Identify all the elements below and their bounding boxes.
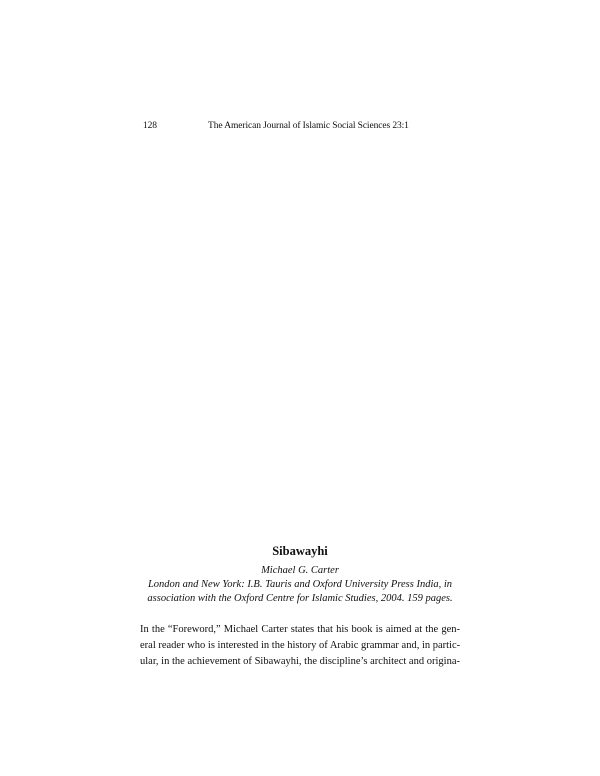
journal-title: The American Journal of Islamic Social Sciences 23:1: [208, 121, 409, 131]
page-number: 128: [143, 121, 157, 131]
publisher-line-1: London and New York: I.B. Tauris and Oxford University Press India, in: [147, 579, 453, 590]
review-body: [140, 622, 460, 670]
body-line: In the “Foreword,” Michael Carter states that his book is aimed at the gen-: [140, 624, 460, 635]
publisher-line-2: association with the Oxford Centre for Islamic Studies, 2004. 159 pages.: [147, 593, 453, 604]
book-review: [140, 543, 460, 670]
book-author: Michael G. Carter: [261, 565, 339, 576]
body-line: ular, in the achievement of Sibawayhi, the discipline’s architect and origina-: [140, 656, 460, 667]
body-line: eral reader who is interested in the history of Arabic grammar and, in partic-: [140, 640, 461, 651]
book-title: Sibawayhi: [272, 544, 328, 558]
running-head: [0, 121, 600, 135]
